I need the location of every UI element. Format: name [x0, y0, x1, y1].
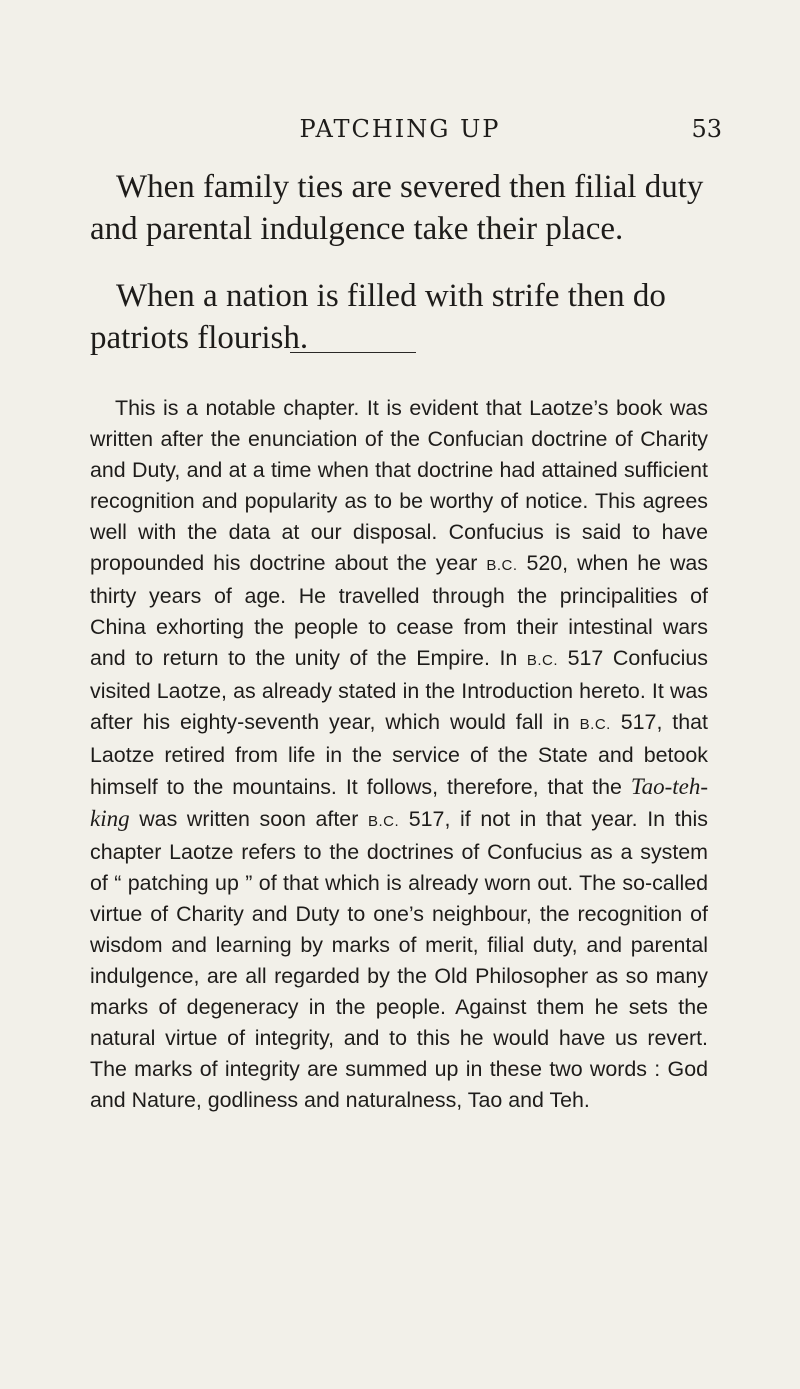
- commentary-text-4: 517, that Laotze retired from life in the service of the State and betook himself to the mountains. It follows, therefore, that the: [90, 710, 708, 799]
- commentary-text-5: was written soon after: [129, 807, 359, 831]
- era-abbreviation: B.C.: [486, 557, 518, 574]
- book-title: Tao-teh-king: [90, 774, 708, 831]
- page-number: 53: [691, 115, 722, 143]
- commentary-text-2: 520, when he was thirty years of age. He travelled through the principalities of China exhorting the people to cease from their intestinal wars and to return to the unity of the Empire. In: [90, 551, 708, 670]
- verse-2: [90, 275, 720, 359]
- chapter-title: PATCHING UP: [299, 115, 501, 143]
- commentary-text-1: This is a notable chapter. It is evident that Laotze’s book was written after the enunciation of the Confucian doctrine of Charity and Duty, and at a time when that doctrine had attained sufficient recognition and popularity as to be worthy of notice. This agrees well with the data at our disposal. Confucius is said to have propounded his doctrine about the year: [90, 396, 708, 575]
- commentary: [90, 393, 708, 1116]
- era-abbreviation: B.C.: [526, 652, 559, 669]
- verse-1-text: When family ties are severed then filial duty and parental indulgence take their place.: [90, 169, 704, 247]
- era-abbreviation: B.C.: [367, 813, 400, 830]
- running-head: [0, 112, 800, 146]
- section-divider: [290, 352, 416, 353]
- commentary-text-3: 517 Confucius visited Laotze, as already stated in the Introduction hereto. It was after his eighty-seventh year, which would fall in: [90, 646, 708, 734]
- verse-1: [90, 166, 720, 250]
- commentary-paragraph: [90, 393, 708, 1116]
- verse-2-text: When a nation is filled with strife then do patriots flourish.: [90, 278, 666, 356]
- era-abbreviation: B.C.: [579, 716, 611, 733]
- commentary-text-6: 517, if not in that year. In this chapter Laotze refers to the doctrines of Confucius as a system of “ patching up ” of that which is already worn out. The so-called virtue of Charity and Duty to one’s neighbour, the recognition of wisdom and learning by marks of merit, filial duty, and parental indulgence, are all regarded by the Old Philosopher as so many marks of degeneracy in the people. Against them he sets the natural virtue of integrity, and to this he would have us revert. The marks of integrity are summed up in these two words : God and Nature, godliness and naturalness, Tao and Teh.: [90, 807, 708, 1112]
